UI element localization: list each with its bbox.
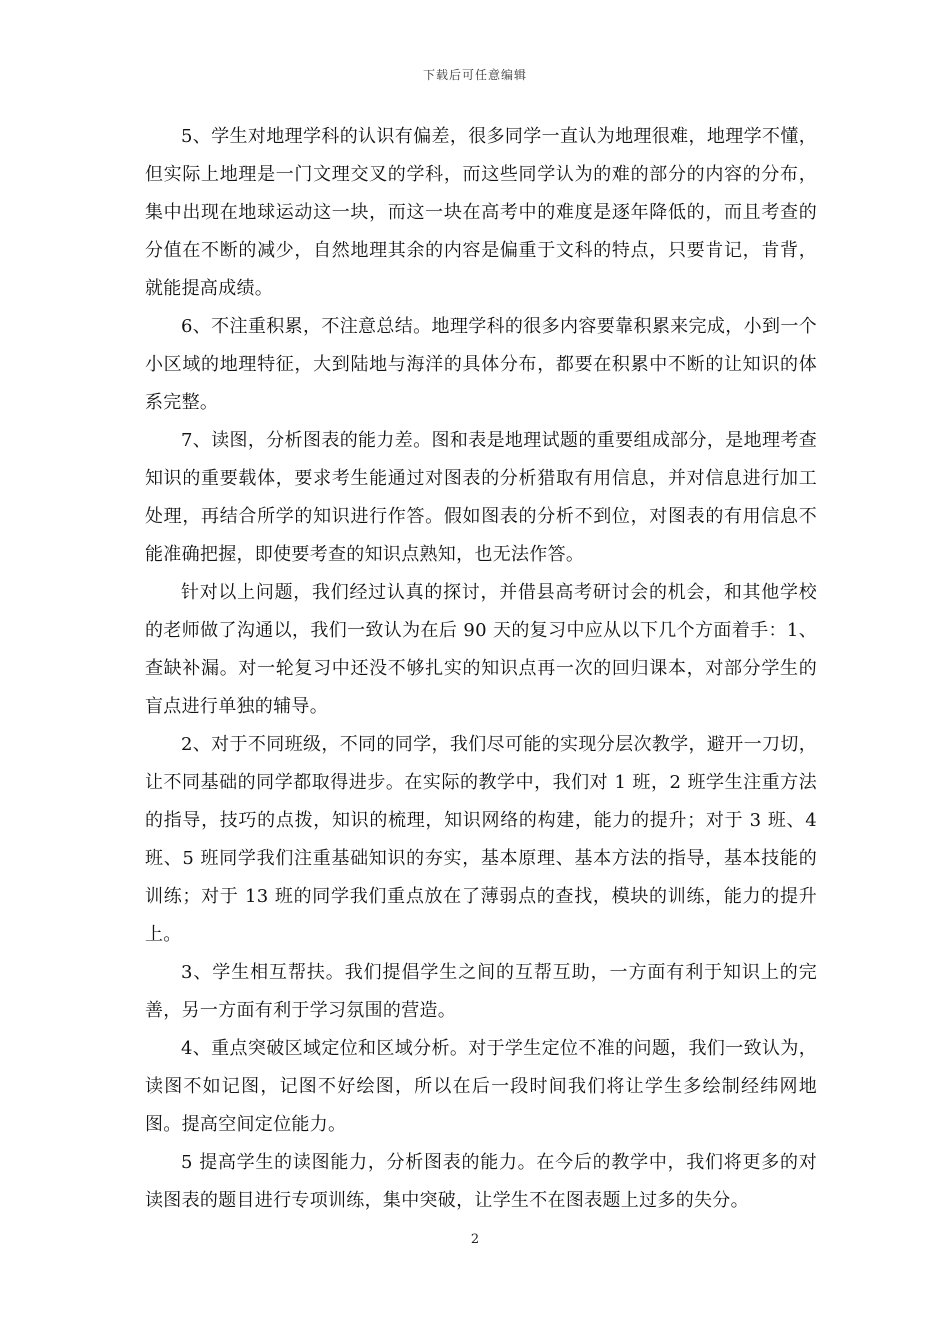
document-body: [145, 118, 817, 1220]
paragraph: 2、对于不同班级，不同的同学，我们尽可能的实现分层次教学，避开一刀切，让不同基础的同学都取得进步。在实际的教学中，我们对 1 班，2 班学生注重方法的指导，技巧的点拨，知识的梳理，知识网络的构建，能力的提升；对于 3 班、4 班、5 班同学我们注重基础知识的夯实，基本原理、基本方法的指导，基本技能的训练；对于 13 班的同学我们重点放在了薄弱点的查找，模块的训练，能力的提升上。: [145, 734, 817, 945]
paragraph: 3、学生相互帮扶。我们提倡学生之间的互帮互助，一方面有利于知识上的完善，另一方面有利于学习氛围的营造。: [145, 962, 817, 1021]
paragraph: 5、学生对地理学科的认识有偏差，很多同学一直认为地理很难，地理学不懂，但实际上地理是一门文理交叉的学科，而这些同学认为的难的部分的内容的分布，集中出现在地球运动这一块，而这一块在高考中的难度是逐年降低的，而且考查的分值在不断的减少，自然地理其余的内容是偏重于文科的特点，只要肯记，肯背，就能提高成绩。: [145, 126, 817, 299]
page-header: 下载后可任意编辑: [422, 68, 527, 82]
paragraph: 针对以上问题，我们经过认真的探讨，并借县高考研讨会的机会，和其他学校的老师做了沟通以，我们一致认为在后 90 天的复习中应从以下几个方面着手：1、查缺补漏。对一轮复习中还没不够扎实的知识点再一次的回归课本，对部分学生的盲点进行单独的辅导。: [145, 582, 817, 717]
paragraph: 4、重点突破区域定位和区域分析。对于学生定位不准的问题，我们一致认为，读图不如记图，记图不好绘图，所以在后一段时间我们将让学生多绘制经纬网地图。提高空间定位能力。: [145, 1038, 817, 1135]
paragraph: 6、不注重积累，不注意总结。地理学科的很多内容要靠积累来完成，小到一个小区域的地理特征，大到陆地与海洋的具体分布，都要在积累中不断的让知识的体系完整。: [145, 316, 817, 413]
page-number: 2: [470, 1232, 480, 1247]
paragraph: 5 提高学生的读图能力，分析图表的能力。在今后的教学中，我们将更多的对读图表的题目进行专项训练，集中突破，让学生不在图表题上过多的失分。: [145, 1152, 817, 1211]
paragraph: 7、读图，分析图表的能力差。图和表是地理试题的重要组成部分，是地理考查知识的重要载体，要求考生能通过对图表的分析猎取有用信息，并对信息进行加工处理，再结合所学的知识进行作答。假如图表的分析不到位，对图表的有用信息不能准确把握，即使要考查的知识点熟知，也无法作答。: [145, 430, 817, 565]
